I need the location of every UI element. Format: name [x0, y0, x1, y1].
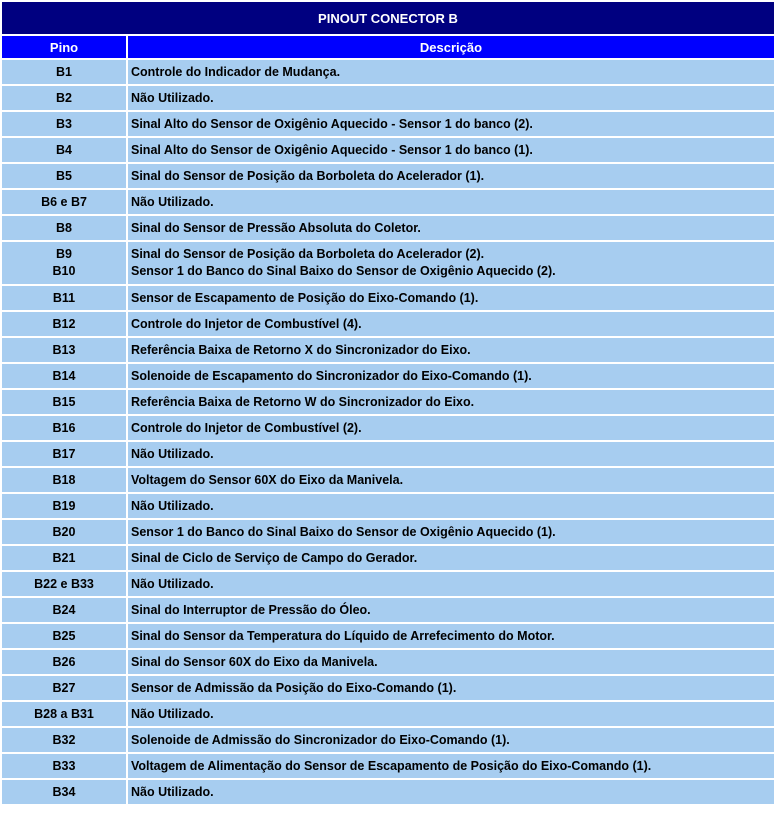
- pin-label: B1: [56, 65, 72, 79]
- description-cell: [128, 138, 774, 162]
- pin-label: B13: [52, 343, 76, 357]
- description-cell: [128, 702, 774, 726]
- pin-label: B11: [52, 291, 76, 305]
- pin-cell: [2, 624, 126, 648]
- table-row: [2, 138, 774, 162]
- description-text: Não Utilizado.: [131, 785, 214, 799]
- description-cell: [128, 364, 774, 388]
- description-text: Sinal Alto do Sensor de Oxigênio Aquecido - Sensor 1 do banco (2).: [131, 117, 533, 131]
- pin-label: B25: [52, 629, 76, 643]
- header-pin: Pino: [2, 36, 126, 58]
- description-cell: [128, 494, 774, 518]
- pin-label: B28 a B31: [34, 707, 94, 721]
- description-text: Sinal do Interruptor de Pressão do Óleo.: [131, 603, 371, 617]
- table-title-row: [2, 2, 774, 34]
- description-cell: [128, 164, 774, 188]
- description-cell: [128, 416, 774, 440]
- description-cell: [128, 520, 774, 544]
- description-cell: [128, 286, 774, 310]
- header-description: Descrição: [128, 36, 774, 58]
- pin-cell: [2, 86, 126, 110]
- description-text: Sinal do Sensor de Pressão Absoluta do Coletor.: [131, 221, 421, 235]
- pin-label: B16: [52, 421, 76, 435]
- pin-label: B26: [52, 655, 76, 669]
- description-text: Sensor 1 do Banco do Sinal Baixo do Sensor de Oxigênio Aquecido (1).: [131, 525, 556, 539]
- table-row: [2, 468, 774, 492]
- pin-cell: [2, 60, 126, 84]
- pin-cell: [2, 520, 126, 544]
- table-row: [2, 546, 774, 570]
- table-row: [2, 216, 774, 240]
- description-cell: [128, 112, 774, 136]
- pin-cell: [2, 598, 126, 622]
- table-row: [2, 390, 774, 414]
- description-cell: [128, 338, 774, 362]
- description-text: Controle do Indicador de Mudança.: [131, 65, 341, 79]
- description-text: Não Utilizado.: [131, 707, 214, 721]
- pin-label: B22 e B33: [34, 577, 94, 591]
- description-text: Não Utilizado.: [131, 195, 214, 209]
- table-body: [2, 60, 774, 804]
- table-row: [2, 242, 774, 284]
- pin-cell: [2, 390, 126, 414]
- pin-label: B12: [52, 317, 76, 331]
- pin-label: B34: [52, 785, 76, 799]
- description-text: Referência Baixa de Retorno W do Sincronizador do Eixo.: [131, 395, 475, 409]
- pin-label: B14: [52, 369, 76, 383]
- table-row: [2, 650, 774, 674]
- pin-cell: [2, 286, 126, 310]
- table-row: [2, 780, 774, 804]
- pin-label: B6 e B7: [41, 195, 87, 209]
- description-cell: [128, 190, 774, 214]
- pin-label: B18: [52, 473, 76, 487]
- pin-cell: [2, 242, 126, 284]
- pin-cell: [2, 494, 126, 518]
- pin-cell: [2, 112, 126, 136]
- pin-cell: [2, 216, 126, 240]
- pin-label: B3: [56, 117, 72, 131]
- pin-cell: [2, 190, 126, 214]
- pin-label: B17: [52, 447, 76, 461]
- description-text: Controle do Injetor de Combustível (4).: [131, 317, 362, 331]
- table-row: [2, 190, 774, 214]
- table-row: [2, 416, 774, 440]
- pin-cell: [2, 312, 126, 336]
- pin-cell: [2, 442, 126, 466]
- table-title: PINOUT CONECTOR B: [2, 2, 774, 34]
- pin-cell: [2, 676, 126, 700]
- description-text: Sinal do Sensor 60X do Eixo da Manivela.: [131, 655, 378, 669]
- table-row: [2, 286, 774, 310]
- table-row: [2, 442, 774, 466]
- description-text: Solenoide de Escapamento do Sincronizador do Eixo-Comando (1).: [131, 369, 532, 383]
- description-text: Solenoide de Admissão do Sincronizador do Eixo-Comando (1).: [131, 733, 510, 747]
- pin-cell: [2, 728, 126, 752]
- description-cell: [128, 86, 774, 110]
- description-text: Voltagem do Sensor 60X do Eixo da Manivela.: [131, 473, 404, 487]
- table-row: [2, 598, 774, 622]
- table-row: [2, 754, 774, 778]
- table-row: [2, 702, 774, 726]
- pin-label: B2: [56, 91, 72, 105]
- description-text: Sensor de Escapamento de Posição do Eixo-Comando (1).: [131, 291, 479, 305]
- description-cell: [128, 216, 774, 240]
- pin-label: B10: [52, 264, 76, 278]
- description-text: Não Utilizado.: [131, 499, 214, 513]
- table-row: [2, 112, 774, 136]
- table-row: [2, 60, 774, 84]
- pin-cell: [2, 572, 126, 596]
- description-cell: [128, 442, 774, 466]
- pin-label: B9: [56, 247, 72, 261]
- pin-cell: [2, 546, 126, 570]
- description-cell: [128, 390, 774, 414]
- description-text: Controle do Injetor de Combustível (2).: [131, 421, 362, 435]
- pin-cell: [2, 468, 126, 492]
- pin-label: B21: [52, 551, 76, 565]
- description-cell: [128, 754, 774, 778]
- description-text: Sensor 1 do Banco do Sinal Baixo do Sensor de Oxigênio Aquecido (2).: [131, 264, 556, 278]
- description-cell: [128, 546, 774, 570]
- pin-cell: [2, 754, 126, 778]
- table-row: [2, 494, 774, 518]
- pin-label: B27: [52, 681, 76, 695]
- pin-cell: [2, 364, 126, 388]
- description-text: Não Utilizado.: [131, 91, 214, 105]
- table-row: [2, 312, 774, 336]
- table-row: [2, 164, 774, 188]
- description-cell: [128, 572, 774, 596]
- description-cell: [128, 676, 774, 700]
- description-text: Sinal do Sensor de Posição da Borboleta do Acelerador (1).: [131, 169, 485, 183]
- description-text: Sinal do Sensor da Temperatura do Líquido de Arrefecimento do Motor.: [131, 629, 555, 643]
- pin-label: B19: [52, 499, 76, 513]
- pin-label: B20: [52, 525, 76, 539]
- table-row: [2, 624, 774, 648]
- pin-label: B15: [52, 395, 76, 409]
- pin-cell: [2, 650, 126, 674]
- pin-label: B24: [52, 603, 76, 617]
- description-cell: [128, 780, 774, 804]
- pin-label: B5: [56, 169, 72, 183]
- description-cell: [128, 312, 774, 336]
- pin-cell: [2, 138, 126, 162]
- pin-label: B4: [56, 143, 72, 157]
- description-text: Referência Baixa de Retorno X do Sincronizador do Eixo.: [131, 343, 471, 357]
- table-row: [2, 676, 774, 700]
- table-row: [2, 364, 774, 388]
- description-cell: [128, 624, 774, 648]
- pin-cell: [2, 780, 126, 804]
- table-row: [2, 572, 774, 596]
- description-cell: [128, 598, 774, 622]
- description-text: Voltagem de Alimentação do Sensor de Escapamento de Posição do Eixo-Comando (1).: [131, 759, 652, 773]
- description-text: Sensor de Admissão da Posição do Eixo-Comando (1).: [131, 681, 457, 695]
- description-cell: [128, 728, 774, 752]
- description-text: Sinal do Sensor de Posição da Borboleta do Acelerador (2).: [131, 247, 485, 261]
- description-text: Não Utilizado.: [131, 577, 214, 591]
- description-text: Não Utilizado.: [131, 447, 214, 461]
- table-row: [2, 338, 774, 362]
- pin-label: B33: [52, 759, 76, 773]
- table-header-row: [2, 36, 774, 58]
- table-row: [2, 520, 774, 544]
- description-text: Sinal Alto do Sensor de Oxigênio Aquecido - Sensor 1 do banco (1).: [131, 143, 533, 157]
- pin-cell: [2, 338, 126, 362]
- pin-cell: [2, 164, 126, 188]
- table-row: [2, 728, 774, 752]
- description-cell: [128, 60, 774, 84]
- description-cell: [128, 650, 774, 674]
- description-cell: [128, 242, 774, 284]
- table-row: [2, 86, 774, 110]
- pin-cell: [2, 416, 126, 440]
- pin-label: B8: [56, 221, 72, 235]
- description-cell: [128, 468, 774, 492]
- description-text: Sinal de Ciclo de Serviço de Campo do Gerador.: [131, 551, 418, 565]
- pin-label: B32: [52, 733, 76, 747]
- pin-cell: [2, 702, 126, 726]
